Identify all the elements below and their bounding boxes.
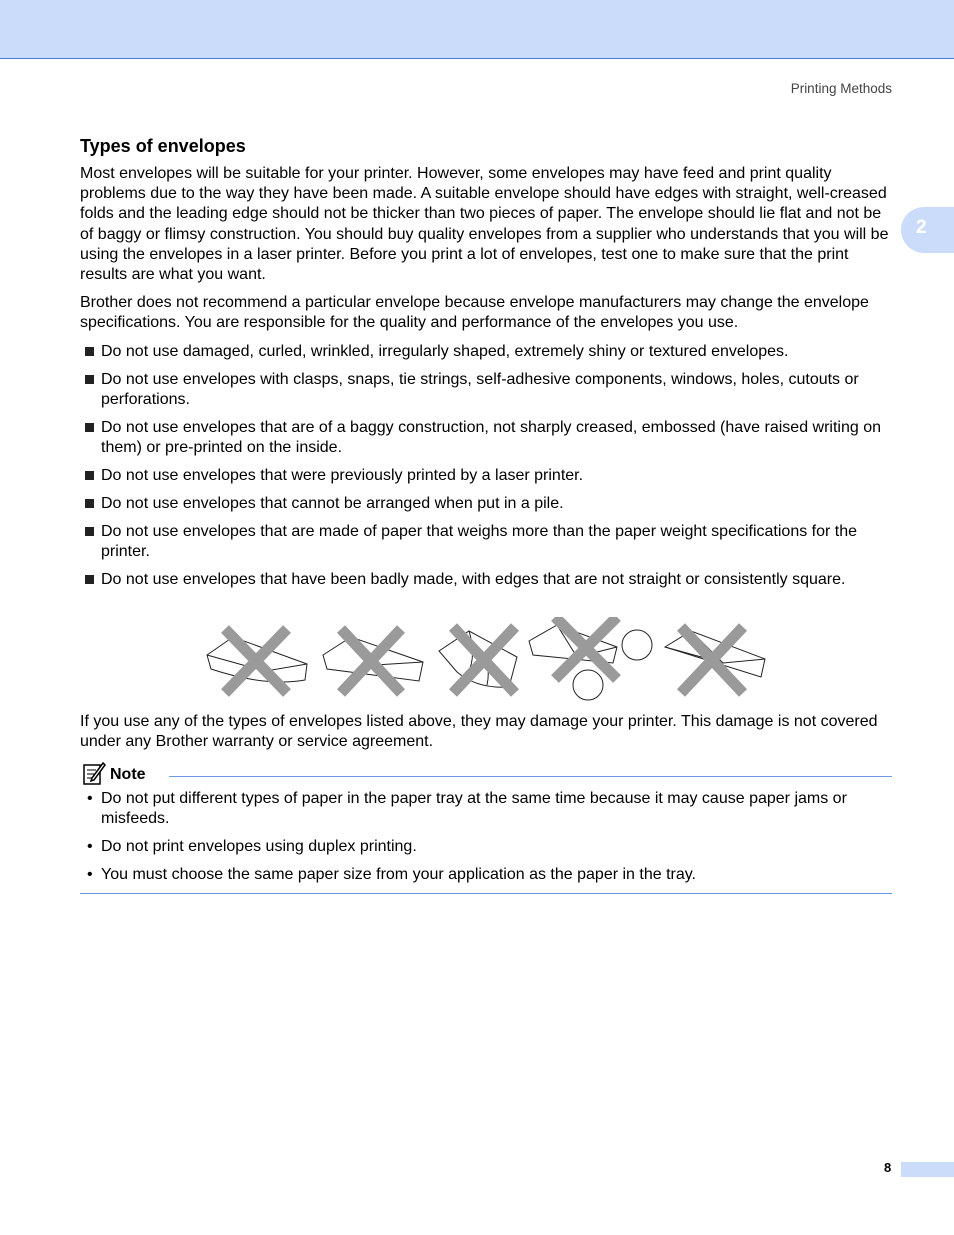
bullet-dot: • bbox=[87, 789, 93, 807]
page-content bbox=[80, 136, 892, 894]
note-item bbox=[80, 865, 892, 885]
section-title: Types of envelopes bbox=[80, 136, 246, 156]
list-item bbox=[80, 370, 892, 410]
list-item bbox=[80, 342, 892, 362]
window-envelope-icon bbox=[529, 617, 652, 700]
square-bullet-icon bbox=[85, 527, 94, 536]
note-item bbox=[80, 789, 892, 829]
square-bullet-icon bbox=[85, 471, 94, 480]
chapter-number: 2 bbox=[916, 217, 927, 238]
square-bullet-icon bbox=[85, 347, 94, 356]
note-pencil-icon bbox=[82, 760, 106, 786]
list-item-text: Do not use envelopes that are of a baggy construction, not sharply creased, embossed (have raised writing on them) or pre-printed on the inside. bbox=[101, 418, 882, 457]
list-item-text: Do not use envelopes that were previously printed by a laser printer. bbox=[101, 467, 584, 485]
list-item-text: Do not use envelopes that are made of paper that weighs more than the paper weight specifications for the printer. bbox=[101, 523, 858, 561]
list-item bbox=[80, 466, 892, 486]
list-item-text: Do not use envelopes with clasps, snaps, tie strings, self-adhesive components, windows, holes, cutouts or perforations. bbox=[101, 370, 859, 408]
note-header bbox=[80, 762, 892, 789]
note-item-text: You must choose the same paper size from your application as the paper in the tray. bbox=[101, 865, 696, 883]
bullet-dot: • bbox=[87, 837, 93, 855]
unsuitable-envelopes-illustration bbox=[205, 617, 775, 707]
page-tab-marker bbox=[901, 1162, 954, 1177]
recommendation-paragraph: Brother does not recommend a particular envelope because envelope manufacturers may change the envelope specifications. You are responsible for the quality and performance of the envelopes you use. bbox=[80, 294, 869, 332]
bullet-dot: • bbox=[87, 865, 93, 883]
square-bullet-icon bbox=[85, 375, 94, 384]
envelope-restrictions-list bbox=[80, 342, 892, 591]
square-bullet-icon bbox=[85, 575, 94, 584]
list-item bbox=[80, 522, 892, 562]
square-bullet-icon bbox=[85, 499, 94, 508]
list-item-text: Do not use damaged, curled, wrinkled, irregularly shaped, extremely shiny or textured envelopes. bbox=[101, 342, 789, 360]
baggy-envelope-icon bbox=[439, 627, 517, 693]
note-label: Note bbox=[110, 765, 146, 783]
square-bullet-icon bbox=[85, 423, 94, 432]
note-item-text: Do not put different types of paper in the paper tray at the same time because it may cause paper jams or misfeeds. bbox=[101, 789, 847, 827]
note-item-text: Do not print envelopes using duplex printing. bbox=[101, 837, 417, 855]
warranty-paragraph: If you use any of the types of envelopes listed above, they may damage your printer. This damage is not covered under any Brother warranty or service agreement. bbox=[80, 713, 878, 751]
badly-made-envelope-icon bbox=[665, 627, 765, 693]
note-list bbox=[80, 789, 892, 885]
note-bottom-divider bbox=[80, 893, 892, 895]
curled-envelope-icon bbox=[207, 629, 307, 693]
note-item bbox=[80, 837, 892, 857]
clasp-envelope-icon bbox=[323, 629, 423, 693]
list-item bbox=[80, 570, 892, 590]
page-number: 8 bbox=[884, 1160, 892, 1175]
list-item-text: Do not use envelopes that have been badly made, with edges that are not straight or consistently square. bbox=[101, 571, 846, 589]
running-header: Printing Methods bbox=[790, 81, 892, 96]
note-top-divider bbox=[169, 776, 892, 778]
list-item-text: Do not use envelopes that cannot be arranged when put in a pile. bbox=[101, 495, 564, 513]
note-box bbox=[80, 762, 892, 895]
header-band bbox=[0, 0, 954, 59]
list-item bbox=[80, 494, 892, 514]
intro-paragraph: Most envelopes will be suitable for your printer. However, some envelopes may have feed and print quality problems due to the way they have been made. A suitable envelope should have edges with straight, well-creased folds and the leading edge should not be thicker than two pieces of paper. The envelope should lie flat and not be of baggy or flimsy construction. You should buy quality envelopes from a supplier who understands that you will be using the envelopes in a laser printer. Before you print a lot of envelopes, test one to make sure that the print results are what you want. bbox=[80, 165, 889, 284]
list-item bbox=[80, 418, 892, 458]
chapter-tab bbox=[901, 207, 954, 253]
